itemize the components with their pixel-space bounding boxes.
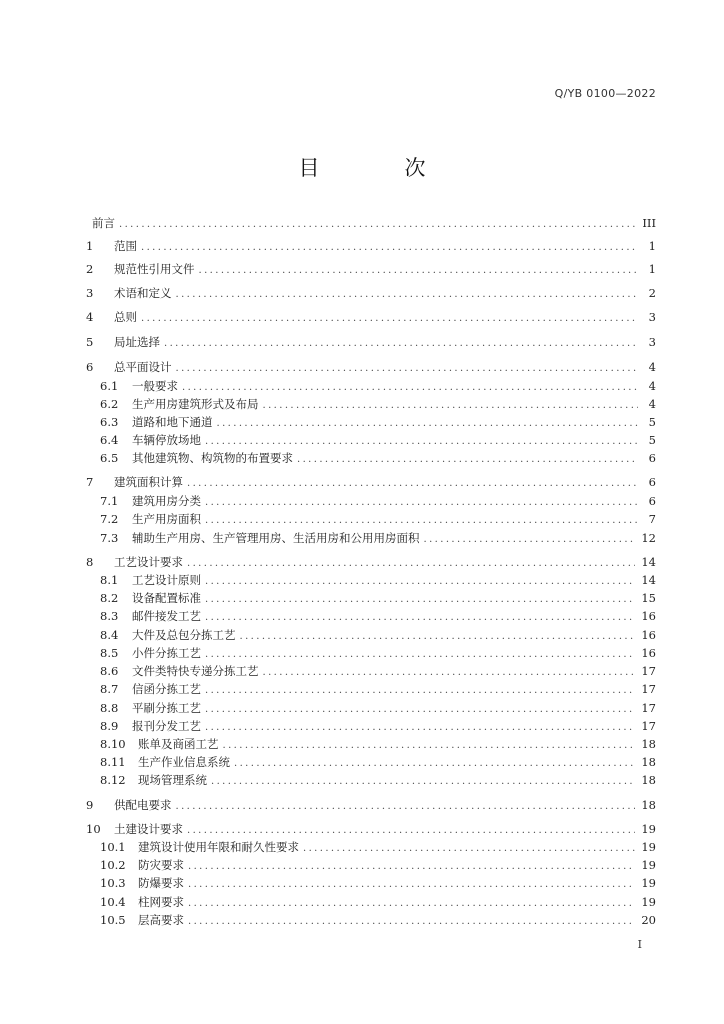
toc-entry-page: 17: [641, 701, 656, 715]
toc-entry-page: 3: [648, 335, 656, 349]
toc-entry-label: 术语和定义: [114, 286, 172, 300]
toc-entry-number: 5: [86, 335, 94, 349]
toc-entry[interactable]: [100, 449, 656, 467]
toc-entry-number: 8.12: [100, 773, 126, 787]
toc-entry[interactable]: [100, 874, 656, 892]
toc-entry-page: 4: [648, 379, 656, 393]
toc-entry-number: 6.5: [100, 451, 119, 465]
toc-leader-dots: [211, 773, 635, 791]
toc-entry-page: 18: [641, 755, 656, 769]
toc-entry-number: 8.1: [100, 573, 119, 587]
toc-entry-number: 6: [86, 360, 94, 374]
toc-entry-number: 8: [86, 555, 94, 569]
toc-entry[interactable]: [100, 431, 656, 449]
toc-leader-dots: [176, 286, 639, 304]
toc-entry-page: 19: [641, 895, 656, 909]
toc-entry-number: 8.7: [100, 682, 119, 696]
toc-leader-dots: [205, 512, 638, 530]
toc-entry[interactable]: [86, 820, 656, 838]
toc-entry[interactable]: [100, 529, 656, 547]
toc-entry-number: 8.5: [100, 646, 119, 660]
toc-entry[interactable]: [86, 333, 656, 351]
toc-leader-dots: [119, 216, 636, 234]
toc-entry[interactable]: [100, 753, 656, 771]
toc-entry-label: 防爆要求: [138, 876, 184, 890]
toc-entry[interactable]: [100, 893, 656, 911]
toc-entry-page: 5: [648, 433, 656, 447]
toc-leader-dots: [187, 475, 638, 493]
toc-leader-dots: [141, 310, 638, 328]
toc-entry-page: 19: [641, 858, 656, 872]
toc-entry-label: 其他建筑物、构筑物的布置要求: [132, 451, 293, 465]
toc-entry-label: 规范性引用文件: [114, 262, 195, 276]
toc-entry-number: 4: [86, 310, 94, 324]
toc-entry-label: 范围: [114, 239, 137, 253]
toc-entry[interactable]: [100, 395, 656, 413]
toc-entry[interactable]: [100, 838, 656, 856]
toc-entry-label: 一般要求: [132, 379, 178, 393]
toc-entry[interactable]: [100, 680, 656, 698]
toc-entry-page: 18: [641, 773, 656, 787]
toc-entry-number: 7: [86, 475, 94, 489]
toc-entry-number: 6.3: [100, 415, 119, 429]
toc-leader-dots: [205, 682, 635, 700]
toc-leader-dots: [141, 239, 638, 257]
toc-entry-label: 车辆停放场地: [132, 433, 201, 447]
toc-entry-number: 6.4: [100, 433, 119, 447]
toc-entry[interactable]: [100, 607, 656, 625]
toc-entry-number: 10.2: [100, 858, 126, 872]
toc-entry-page: 5: [648, 415, 656, 429]
toc-entry-label: 邮件接发工艺: [132, 609, 201, 623]
toc-entry-label: 局址选择: [114, 335, 160, 349]
toc-entry[interactable]: [86, 284, 656, 302]
toc-entry-label: 前言: [92, 216, 115, 230]
toc-entry-page: 14: [641, 573, 656, 587]
toc-entry-number: 6.1: [100, 379, 119, 393]
toc-entry-number: 2: [86, 262, 94, 276]
toc-entry-label: 平刷分拣工艺: [132, 701, 201, 715]
toc-entry-label: 辅助生产用房、生产管理用房、生活用房和公用用房面积: [132, 531, 420, 545]
toc-entry-number: 6.2: [100, 397, 119, 411]
toc-entry[interactable]: [86, 553, 656, 571]
toc-entry-number: 7.1: [100, 494, 119, 508]
toc-entry-number: 8.2: [100, 591, 119, 605]
toc-entry-number: 1: [86, 239, 94, 253]
toc-entry-page: 2: [648, 286, 656, 300]
toc-leader-dots: [176, 798, 636, 816]
toc-entry-page: 1: [648, 262, 656, 276]
toc-entry-page: 6: [648, 451, 656, 465]
toc-entry-label: 设备配置标准: [132, 591, 201, 605]
toc-leader-dots: [205, 609, 635, 627]
toc-entry-label: 建筑设计使用年限和耐久性要求: [138, 840, 299, 854]
toc-entry[interactable]: [100, 510, 656, 528]
toc-entry-page: 4: [648, 360, 656, 374]
page-number: I: [637, 938, 642, 951]
toc-entry-label: 信函分拣工艺: [132, 682, 201, 696]
toc-entry-label: 文件类特快专递分拣工艺: [132, 664, 259, 678]
toc-entry-page: 4: [648, 397, 656, 411]
toc-entry-label: 土建设计要求: [114, 822, 183, 836]
toc-entry-page: 1: [648, 239, 656, 253]
toc-entry-page: 18: [641, 737, 656, 751]
toc-entry-page: 12: [641, 531, 656, 545]
toc-entry-label: 生产用房面积: [132, 512, 201, 526]
toc-entry-number: 10.4: [100, 895, 126, 909]
toc-entry-page: 16: [641, 609, 656, 623]
toc-entry-page: 14: [641, 555, 656, 569]
toc-entry-page: 15: [641, 591, 656, 605]
toc-entry-label: 总则: [114, 310, 137, 324]
toc-entry-page: 6: [648, 494, 656, 508]
toc-entry-label: 生产作业信息系统: [138, 755, 230, 769]
toc-entry-number: 10.3: [100, 876, 126, 890]
toc-entry[interactable]: [86, 260, 656, 278]
toc-leader-dots: [199, 262, 639, 280]
toc-entry-number: 8.4: [100, 628, 119, 642]
toc-entry-number: 9: [86, 798, 94, 812]
toc-entry[interactable]: [100, 771, 656, 789]
toc-entry[interactable]: [100, 377, 656, 395]
toc-entry-label: 道路和地下通道: [132, 415, 213, 429]
toc-entry-page: 17: [641, 719, 656, 733]
toc-entry-page: 18: [641, 798, 656, 812]
toc-leader-dots: [188, 876, 635, 894]
toc-entry-label: 防灾要求: [138, 858, 184, 872]
toc-entry-label: 生产用房建筑形式及布局: [132, 397, 259, 411]
toc-entry[interactable]: [100, 492, 656, 510]
toc-entry[interactable]: [100, 589, 656, 607]
toc-entry-number: 8.9: [100, 719, 119, 733]
toc-leader-dots: [188, 913, 635, 931]
toc-leader-dots: [424, 531, 636, 549]
toc-entry[interactable]: [100, 856, 656, 874]
toc-entry-number: 8.10: [100, 737, 126, 751]
toc-entry-label: 报刊分发工艺: [132, 719, 201, 733]
toc-entry-label: 总平面设计: [114, 360, 172, 374]
toc-entry[interactable]: [86, 473, 656, 491]
document-code: Q/YB 0100—2022: [554, 87, 656, 100]
toc-entry-number: 8.6: [100, 664, 119, 678]
toc-entry-number: 3: [86, 286, 94, 300]
toc-leader-dots: [297, 451, 638, 469]
toc-entry-page: 16: [641, 628, 656, 642]
toc-entry[interactable]: [100, 911, 656, 929]
toc-entry-number: 7.2: [100, 512, 119, 526]
toc-entry[interactable]: [100, 626, 656, 644]
toc-entry[interactable]: [86, 214, 656, 232]
toc-entry-label: 大件及总包分拣工艺: [132, 628, 236, 642]
toc-entry-page: 17: [641, 664, 656, 678]
toc-entry-number: 10: [86, 822, 101, 836]
toc-entry-label: 供配电要求: [114, 798, 172, 812]
toc-entry[interactable]: [86, 237, 656, 255]
toc-leader-dots: [176, 360, 639, 378]
toc-entry-label: 建筑用房分类: [132, 494, 201, 508]
toc-entry-page: 19: [641, 822, 656, 836]
toc-entry[interactable]: [100, 699, 656, 717]
toc-entry-page: 6: [648, 475, 656, 489]
toc-entry-page: 19: [641, 876, 656, 890]
toc-entry-label: 工艺设计原则: [132, 573, 201, 587]
toc-entry-page: III: [642, 216, 656, 230]
toc-entry[interactable]: [100, 662, 656, 680]
toc-entry[interactable]: [86, 358, 656, 376]
toc-entry[interactable]: [100, 413, 656, 431]
toc-entry-number: 8.3: [100, 609, 119, 623]
toc-entry-label: 小件分拣工艺: [132, 646, 201, 660]
toc-entry-label: 建筑面积计算: [114, 475, 183, 489]
toc-entry-page: 3: [648, 310, 656, 324]
toc-entry[interactable]: [86, 796, 656, 814]
toc-entry[interactable]: [100, 571, 656, 589]
toc-entry-page: 20: [641, 913, 656, 927]
toc-entry-label: 账单及商函工艺: [138, 737, 219, 751]
toc-entry-number: 8.8: [100, 701, 119, 715]
toc-entry-number: 10.1: [100, 840, 126, 854]
toc-entry-number: 7.3: [100, 531, 119, 545]
toc-entry-page: 16: [641, 646, 656, 660]
toc-entry-page: 17: [641, 682, 656, 696]
toc-entry-page: 7: [648, 512, 656, 526]
toc-entry[interactable]: [100, 735, 656, 753]
toc-entry-label: 层高要求: [138, 913, 184, 927]
toc-entry-number: 8.11: [100, 755, 126, 769]
toc-leader-dots: [164, 335, 638, 353]
toc-entry[interactable]: [86, 308, 656, 326]
toc-entry[interactable]: [100, 717, 656, 735]
toc-entry-page: 19: [641, 840, 656, 854]
toc-entry-number: 10.5: [100, 913, 126, 927]
page-title: 目 次: [298, 156, 458, 180]
toc-entry-label: 现场管理系统: [138, 773, 207, 787]
toc-entry[interactable]: [100, 644, 656, 662]
toc-entry-label: 工艺设计要求: [114, 555, 183, 569]
toc-entry-label: 柱网要求: [138, 895, 184, 909]
